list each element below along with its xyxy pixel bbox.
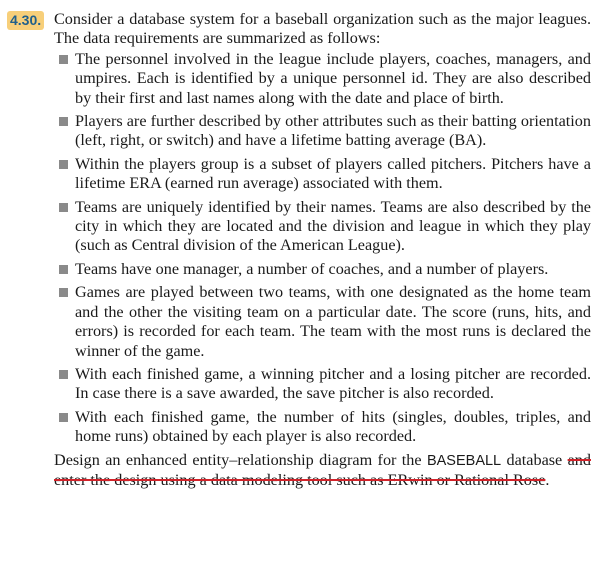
requirements-list [54,50,591,447]
list-item [54,50,591,108]
exercise-4-30 [7,10,591,490]
square-bullet-icon [59,203,68,212]
list-item-text: Players are further described by other attributes such as their batting orientation (left, right, or switch) and have a lifetime batting average (BA). [75,112,591,150]
square-bullet-icon [59,117,68,126]
design-suffix: . [545,470,550,489]
square-bullet-icon [59,160,68,169]
exercise-number-badge: 4.30. [7,11,44,30]
list-item [54,365,591,404]
design-prefix: Design an enhanced entity–relationship diagram for the [54,450,427,469]
exercise-intro: Consider a database system for a baseball organization such as the major leagues. The data requirements are summarized as follows: [54,10,591,48]
exercise-body [54,10,591,490]
square-bullet-icon [59,55,68,64]
list-item [54,112,591,151]
design-middle: database [501,450,568,469]
list-item [54,408,591,447]
square-bullet-icon [59,370,68,379]
list-item [54,260,591,279]
database-name: BASEBALL [426,452,502,469]
list-item [54,198,591,256]
struck-through-text: and enter the design using a data modeling tool such as ERwin or Rational Rose [54,450,591,489]
list-item-text: Within the players group is a subset of players called pitchers. Pitchers have a lifetime ERA (earned run average) associated with them. [75,154,591,193]
list-item-text: Teams are uniquely identified by their names. Teams are also described by the city in which they are located and the division and league in which they play (such as Central division of the American League). [75,197,591,255]
list-item-text: The personnel involved in the league include players, coaches, managers, and umpires. Each is identified by a unique personnel id. They are also described by their first and last names along with the date and place of birth. [75,49,591,107]
list-item-text: With each finished game, the number of hits (singles, doubles, triples, and home runs) obtained by each player is also recorded. [75,407,591,446]
list-item-text: Teams have one manager, a number of coaches, and a number of players. [75,259,549,278]
list-item-text: With each finished game, a winning pitcher and a losing pitcher are recorded. In case there is a save awarded, the save pitcher is also recorded. [75,364,591,403]
square-bullet-icon [59,413,68,422]
list-item-text: Games are played between two teams, with one designated as the home team and the other the visiting team on a particular date. The score (runs, hits, and errors) is recorded for each team. The team with the most runs is declared the winner of the game. [75,283,591,360]
design-instruction [54,451,591,491]
square-bullet-icon [59,288,68,297]
list-item [54,283,591,361]
square-bullet-icon [59,265,68,274]
list-item [54,155,591,194]
